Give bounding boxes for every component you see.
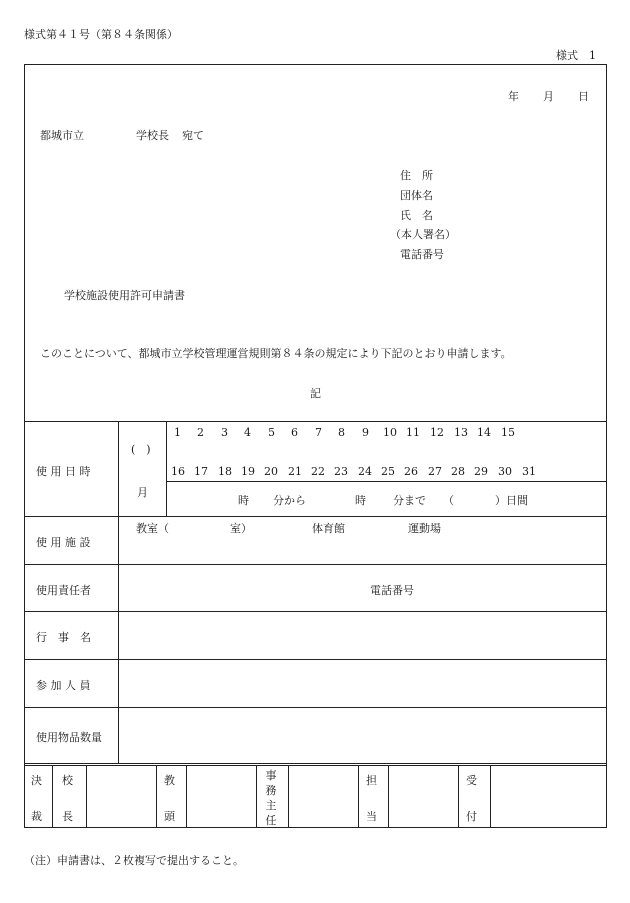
day-17: 17 (194, 465, 208, 478)
approval-line (388, 765, 389, 828)
date-day-label: 日 (578, 90, 589, 103)
day-16: 16 (171, 465, 185, 478)
document-title: 学校施設使用許可申請書 (64, 289, 185, 302)
day-9: 9 (362, 426, 369, 439)
day-15: 15 (501, 426, 515, 439)
approval-principal-top: 校 (62, 774, 73, 787)
row-line (24, 707, 607, 708)
day-25: 25 (381, 465, 395, 478)
day-2: 2 (197, 426, 204, 439)
month-column-line (166, 421, 167, 516)
day-28: 28 (451, 465, 465, 478)
approval-principal-bottom: 長 (62, 810, 73, 823)
participants-label: 参 加 人 員 (36, 679, 91, 692)
day-19: 19 (241, 465, 255, 478)
items-label: 使用物品数量 (36, 731, 102, 744)
approval-line (358, 765, 359, 828)
approval-top-line-double (24, 765, 607, 766)
day-13: 13 (454, 426, 468, 439)
facility-field: 運動場 (408, 522, 441, 535)
applicant-group-label: 団体名 (400, 189, 433, 202)
document-body: このことについて、都城市立学校管理運営規則第８４条の規定により下記のとおり申請します。 (40, 347, 512, 360)
approval-top-line (24, 763, 607, 764)
approval-line (288, 765, 289, 828)
month-paren: ( ) (131, 443, 151, 456)
responsible-label: 使用責任者 (36, 584, 91, 597)
facility-gym: 体育館 (312, 522, 345, 535)
approval-vice-principal-top: 教 (164, 774, 175, 787)
day-5: 5 (268, 426, 275, 439)
facility-label: 使 用 施 設 (36, 536, 91, 549)
approval-line (256, 765, 257, 828)
day-30: 30 (498, 465, 512, 478)
day-27: 27 (428, 465, 442, 478)
applicant-address-label: 住 所 (400, 169, 433, 182)
recipient-principal: 学校長 (136, 129, 169, 142)
month-label: 月 (137, 486, 148, 499)
day-4: 4 (244, 426, 251, 439)
approval-line (490, 765, 491, 828)
ki-mark: 記 (310, 387, 321, 400)
day-20: 20 (264, 465, 278, 478)
date-year-label: 年 (508, 90, 519, 103)
day-31: 31 (522, 465, 536, 478)
time-to-hour: 時 (355, 494, 366, 507)
table-top-line (24, 421, 607, 422)
day-8: 8 (338, 426, 345, 439)
time-from-hour: 時 (238, 494, 249, 507)
approval-received-bottom: 付 (466, 810, 477, 823)
label-column-line (118, 421, 119, 763)
day-29: 29 (474, 465, 488, 478)
recipient-addressee: 宛て (182, 129, 204, 142)
approval-decision-top: 決 (31, 774, 42, 787)
approval-decision-bottom: 裁 (31, 810, 42, 823)
recipient-city: 都城市立 (40, 129, 84, 142)
approval-office-chief: 事務主任 (265, 769, 277, 827)
row-line (24, 611, 607, 612)
footnote: （注）申請書は、２枚複写で提出すること。 (24, 854, 244, 867)
form-type: 様式 1 (556, 49, 596, 62)
approval-line (86, 765, 87, 828)
time-from-min: 分から (273, 494, 306, 507)
approval-line (156, 765, 157, 828)
days-paren-close: ）日間 (495, 494, 528, 507)
date-month-label: 月 (543, 90, 554, 103)
day-22: 22 (311, 465, 325, 478)
time-divider-line (166, 481, 607, 482)
day-26: 26 (404, 465, 418, 478)
row-line (24, 659, 607, 660)
day-14: 14 (477, 426, 491, 439)
row-line (24, 564, 607, 565)
day-23: 23 (334, 465, 348, 478)
approval-line (186, 765, 187, 828)
approval-received-top: 受 (466, 774, 477, 787)
event-label: 行 事 名 (36, 631, 91, 644)
day-3: 3 (221, 426, 228, 439)
usage-datetime-label: 使 用 日 時 (36, 465, 91, 478)
day-10: 10 (383, 426, 397, 439)
day-7: 7 (315, 426, 322, 439)
approval-in-charge-bottom: 当 (366, 810, 377, 823)
day-11: 11 (406, 426, 420, 439)
applicant-name-label: 氏 名 (400, 209, 433, 222)
application-form-frame (24, 64, 607, 828)
applicant-signature-label: （本人署名） (390, 228, 456, 241)
day-24: 24 (358, 465, 372, 478)
time-to-min: 分まで (393, 494, 426, 507)
facility-classroom-close: 室） (230, 522, 252, 535)
approval-vice-principal-bottom: 頭 (164, 810, 175, 823)
row-line (24, 516, 607, 517)
facility-classroom: 教室（ (136, 522, 169, 535)
days-paren-open: （ (443, 494, 454, 507)
day-21: 21 (288, 465, 302, 478)
responsible-phone-label: 電話番号 (370, 584, 414, 597)
approval-line (458, 765, 459, 828)
day-18: 18 (218, 465, 232, 478)
day-12: 12 (430, 426, 444, 439)
applicant-phone-label: 電話番号 (400, 248, 444, 261)
approval-line (52, 765, 53, 828)
form-number: 様式第４１号（第８４条関係） (24, 28, 178, 41)
approval-in-charge-top: 担 (366, 774, 377, 787)
day-1: 1 (174, 426, 181, 439)
day-6: 6 (291, 426, 298, 439)
